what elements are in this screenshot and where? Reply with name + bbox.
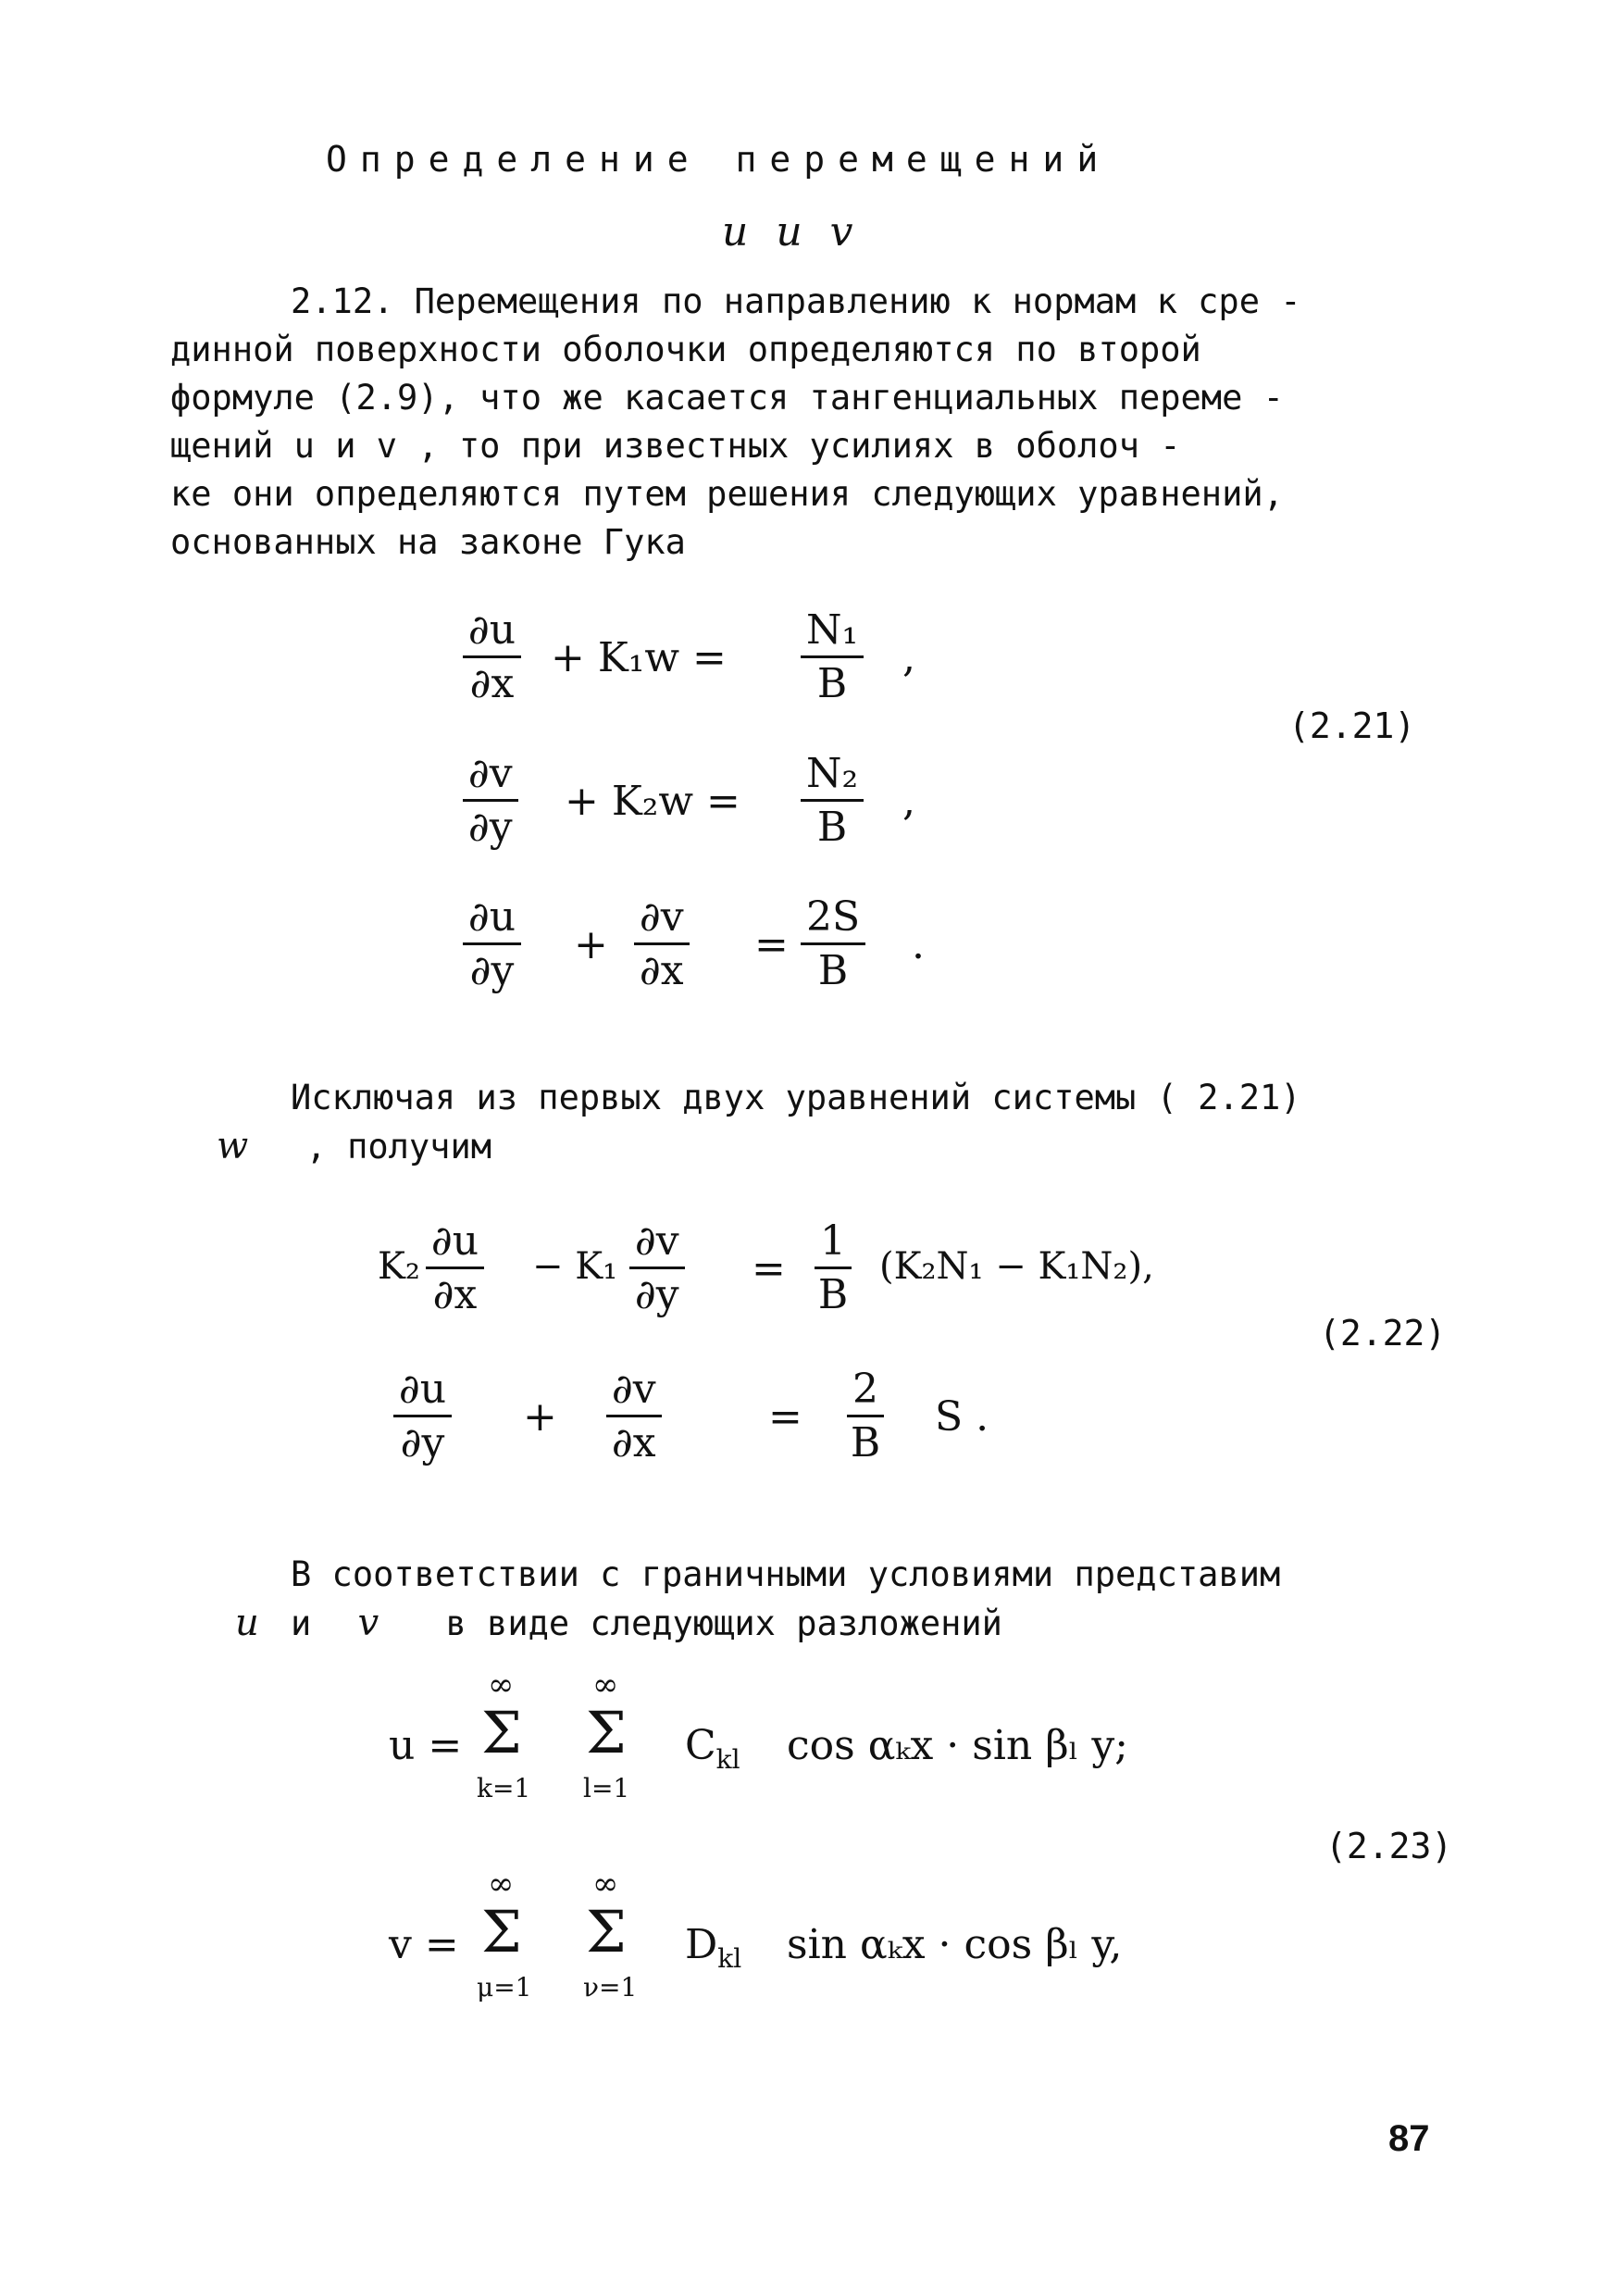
section-title: Определение перемещений (326, 139, 1112, 180)
numerator: ∂u (463, 606, 521, 658)
denominator: ∂y (635, 1271, 679, 1318)
para-line: Исключая из первых двух уравнений системы ( 2.21) (291, 1078, 1301, 1117)
fraction (426, 1217, 484, 1318)
coefficient-letter: C (685, 1722, 716, 1769)
para-line: динной поверхности оболочки определяются по второй (170, 330, 1201, 369)
paragraph-expansion (170, 1551, 1438, 1648)
para-line: щений u и v , то при известных усилиях в оболоч - (170, 426, 1181, 466)
paragraph-exclusion (170, 1074, 1438, 1171)
punctuation: , (902, 634, 915, 681)
fraction (606, 1366, 662, 1466)
fraction (847, 1366, 884, 1466)
fraction (801, 750, 864, 851)
infinity-symbol: ∞ (488, 1866, 515, 1903)
numerator: ∂u (426, 1217, 484, 1269)
subscript: kl (717, 1942, 742, 1974)
coefficient: K₂ (378, 1245, 420, 1288)
operator: + (523, 1393, 557, 1441)
sum-lower-index: ν=1 (583, 1972, 638, 2003)
fraction (801, 893, 865, 994)
equation-lhs: v = (389, 1921, 459, 1968)
para-text: и (291, 1603, 312, 1643)
infinity-symbol: ∞ (488, 1666, 515, 1703)
numerator: ∂v (606, 1366, 662, 1417)
equation-term: + K₁w = (551, 634, 727, 681)
section-subtitle: u и v (722, 208, 861, 256)
fraction (463, 750, 518, 851)
numerator: ∂u (393, 1366, 452, 1417)
equation-number: (2.21) (1288, 705, 1416, 746)
variable-w: w (217, 1125, 249, 1167)
numerator: ∂v (634, 893, 690, 945)
variable-u: u (235, 1602, 259, 1644)
equation-term: (K₂N₁ − K₁N₂), (879, 1245, 1154, 1288)
numerator: 2 (847, 1366, 884, 1417)
fraction (634, 893, 690, 994)
denominator: ∂y (400, 1419, 445, 1466)
coefficient-letter: D (685, 1921, 718, 1968)
equation-number: (2.22) (1319, 1313, 1447, 1354)
fraction (801, 606, 864, 707)
denominator: B (816, 804, 848, 851)
numerator: ∂v (629, 1217, 685, 1269)
sum-symbol: Σ (481, 1898, 522, 1965)
equation-term: sin αₖx · cos βₗ y, (787, 1921, 1123, 1968)
para-text: , получим (305, 1127, 492, 1167)
denominator: B (850, 1419, 881, 1466)
numerator: N₂ (801, 750, 864, 802)
fraction (463, 893, 521, 994)
denominator: ∂x (640, 947, 684, 994)
paragraph-2-12 (170, 278, 1438, 567)
denominator: ∂x (432, 1271, 478, 1318)
numerator: ∂u (463, 893, 521, 945)
fraction (815, 1217, 852, 1318)
fraction (393, 1366, 452, 1466)
para-line (170, 1122, 1438, 1171)
denominator: ∂y (468, 804, 513, 851)
sum-symbol: Σ (586, 1898, 627, 1965)
para-line: основанных на законе Гука (170, 522, 686, 562)
sum-symbol: Σ (586, 1699, 627, 1766)
denominator: B (817, 947, 849, 994)
infinity-symbol: ∞ (592, 1866, 619, 1903)
variable-v: v (357, 1602, 379, 1644)
para-text: в виде следующих разложений (445, 1603, 1002, 1643)
page-number: 87 (1388, 2118, 1430, 2159)
punctuation: . (912, 921, 925, 968)
operator: − K₁ (532, 1245, 618, 1288)
equation-number: (2.23) (1325, 1826, 1453, 1866)
para-line (170, 1599, 1438, 1648)
equation-term: + K₂w = (565, 778, 740, 825)
para-line: В соответствии с граничными условиями представим (291, 1554, 1281, 1594)
para-line: формуле (2.9), что же касается тангенциальных переме - (170, 378, 1284, 418)
denominator: ∂y (469, 947, 515, 994)
operator: = (752, 1245, 786, 1292)
numerator: N₁ (801, 606, 864, 658)
punctuation: , (902, 778, 915, 825)
infinity-symbol: ∞ (592, 1666, 619, 1703)
sum-lower-index: l=1 (583, 1773, 630, 1803)
para-line: ке они определяются путем решения следующих уравнений, (170, 474, 1284, 514)
numerator: 2S (801, 893, 865, 945)
sum-lower-index: μ=1 (477, 1972, 532, 2003)
coefficient-c (685, 1722, 740, 1775)
equation-term: S . (935, 1393, 989, 1441)
equation-term: cos αₖx · sin βₗ y; (787, 1722, 1128, 1769)
denominator: ∂x (469, 660, 515, 707)
numerator: ∂v (463, 750, 518, 802)
sum-symbol: Σ (481, 1699, 522, 1766)
denominator: B (817, 1271, 849, 1318)
equation-lhs: u = (389, 1722, 463, 1769)
para-line: 2.12. Перемещения по направлению к нормам к сре - (291, 281, 1301, 321)
operator: + (574, 921, 608, 968)
operator: = (754, 921, 789, 968)
sum-lower-index: k=1 (477, 1773, 531, 1803)
operator: = (768, 1393, 802, 1441)
numerator: 1 (815, 1217, 852, 1269)
coefficient-d (685, 1921, 741, 1974)
subscript: kl (715, 1743, 740, 1775)
fraction (463, 606, 521, 707)
denominator: ∂x (612, 1419, 656, 1466)
denominator: B (816, 660, 848, 707)
fraction (629, 1217, 685, 1318)
